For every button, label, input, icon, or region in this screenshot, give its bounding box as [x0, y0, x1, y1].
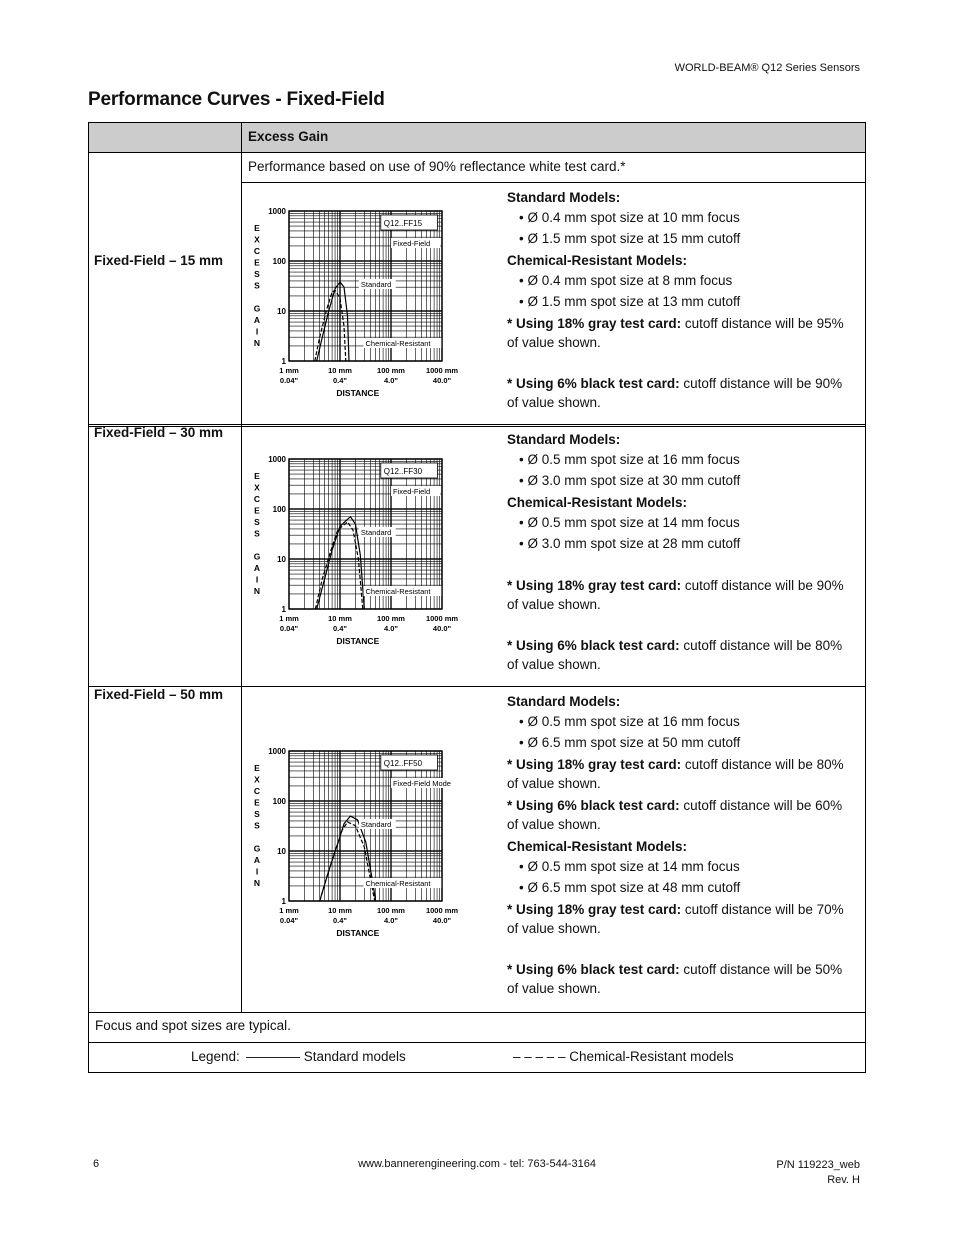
x-tick-label-in: 0.4": [333, 376, 347, 385]
y-axis-letter: X: [254, 234, 260, 245]
standard-curve-label: Standard: [360, 528, 392, 537]
note-top: Performance based on use of 90% reflectance white test card.*: [242, 153, 866, 183]
y-axis-letter: N: [253, 878, 261, 888]
x-tick-label-in: 0.4": [333, 624, 347, 633]
x-tick-label-mm: 1000 mm: [425, 906, 459, 915]
model-label: Q12..FF30: [383, 467, 423, 476]
black-card-text: cutoff distance will be 80% of value shown.: [507, 638, 843, 672]
y-axis-letter: G: [253, 303, 261, 314]
x-tick-label-mm: 100 mm: [377, 366, 405, 375]
bullet: • Ø 6.5 mm spot size at 48 mm cutoff: [519, 880, 741, 895]
x-tick-label-in: 4.0": [384, 376, 398, 385]
legend-standard: ———— Standard models: [246, 1049, 406, 1064]
legend: [89, 1043, 865, 1071]
column-header-excess-gain: Excess Gain: [242, 123, 866, 153]
excess-gain-chart-ff30: [242, 425, 507, 683]
mode-label: Fixed-Field Mode: [393, 779, 451, 788]
x-tick-label-mm: 1 mm: [279, 614, 299, 623]
bullet: • Ø 3.0 mm spot size at 30 mm cutoff: [519, 473, 741, 488]
legend-chemical: – – – – – Chemical-Resistant models: [513, 1049, 734, 1064]
black-card-text: cutoff distance will be 50% of value shown.: [507, 962, 843, 996]
standard-curve: [317, 282, 349, 361]
gray-card-text: cutoff distance will be 90% of value shown.: [507, 578, 844, 612]
performance-table-lower: [88, 424, 866, 1073]
y-tick-label: 100: [272, 505, 286, 514]
y-tick-label: 1000: [268, 207, 286, 216]
x-tick-label-in: 4.0": [384, 624, 398, 633]
chem-heading: Chemical-Resistant Models:: [507, 253, 688, 268]
y-axis-letter: A: [253, 855, 261, 865]
y-axis-letter: S: [254, 820, 260, 831]
y-tick-label: 10: [277, 555, 286, 564]
y-tick-label: 1000: [268, 455, 286, 464]
bullet: • Ø 0.5 mm spot size at 14 mm focus: [519, 859, 740, 874]
gray-card-text: cutoff distance will be 70% of value shown.: [507, 902, 844, 936]
y-axis-letter: E: [254, 505, 260, 516]
y-tick-label: 1: [281, 357, 286, 366]
y-axis-letter: G: [253, 843, 261, 854]
y-axis-letter: A: [253, 563, 261, 573]
y-axis-letter: S: [254, 517, 260, 527]
black-card-text: cutoff distance will be 90% of value shown.: [507, 376, 843, 410]
performance-table: [88, 122, 866, 427]
y-axis-letter: S: [254, 280, 260, 291]
y-axis-letter: C: [253, 786, 261, 796]
chemical-resistant-curve-label: Chemical-Resistant: [365, 587, 431, 596]
legend-label: Legend:: [191, 1049, 240, 1064]
bullet: • Ø 6.5 mm spot size at 50 mm cutoff: [519, 735, 741, 750]
black-card-label: * Using 6% black test card:: [507, 638, 680, 653]
bullet: • Ø 0.4 mm spot size at 10 mm focus: [519, 210, 740, 225]
x-axis-label: DISTANCE: [336, 388, 380, 398]
x-tick-label-in: 40.0": [432, 376, 452, 385]
x-tick-label-mm: 1 mm: [279, 366, 299, 375]
y-tick-label: 100: [272, 257, 286, 266]
chemical-resistant-curve-label: Chemical-Resistant: [365, 339, 431, 348]
gray-card-text: cutoff distance will be 80% of value shown.: [507, 757, 844, 791]
std-gray-card-note: [507, 755, 853, 793]
x-tick-label-in: 0.04": [279, 624, 299, 633]
y-tick-label: 1: [281, 605, 286, 614]
y-tick-label: 100: [272, 797, 286, 806]
y-axis-letter: I: [255, 574, 259, 585]
gray-card-label: * Using 18% gray test card:: [507, 757, 682, 772]
bullet: • Ø 0.5 mm spot size at 16 mm focus: [519, 714, 740, 729]
gray-card-text: cutoff distance will be 95% of value shown.: [507, 316, 844, 350]
revision: Rev. H: [827, 1174, 860, 1186]
x-tick-label-in: 40.0": [432, 624, 452, 633]
page-title: Performance Curves - Fixed-Field: [88, 89, 385, 110]
bullet: • Ø 1.5 mm spot size at 15 mm cutoff: [519, 231, 741, 246]
y-tick-label: 1: [281, 897, 286, 906]
page-number: 6: [93, 1158, 100, 1170]
footer-contact: www.bannerengineering.com - tel: 763-544-3164: [358, 1158, 596, 1170]
y-axis-letter: I: [255, 866, 259, 877]
mode-label: Fixed-Field: [393, 239, 431, 248]
chemical-resistant-curve-label: Chemical-Resistant: [365, 879, 431, 888]
y-axis-letter: X: [254, 482, 260, 493]
standard-heading: Standard Models:: [507, 432, 621, 447]
bullet: • Ø 0.5 mm spot size at 14 mm focus: [519, 515, 740, 530]
row-label-ff30: Fixed-Field – 30 mm: [89, 425, 242, 687]
chem-heading: Chemical-Resistant Models:: [507, 839, 688, 854]
gray-card-label: * Using 18% gray test card:: [507, 578, 682, 593]
gray-card-label: * Using 18% gray test card:: [507, 316, 682, 331]
y-axis-letter: S: [254, 269, 260, 279]
black-card-text: cutoff distance will be 60% of value shown.: [507, 798, 843, 832]
chem-heading: Chemical-Resistant Models:: [507, 495, 688, 510]
x-tick-label-in: 0.4": [333, 916, 347, 925]
standard-heading: Standard Models:: [507, 694, 621, 709]
gray-card-label: * Using 18% gray test card:: [507, 902, 682, 917]
black-card-label: * Using 6% black test card:: [507, 962, 680, 977]
bullet: • Ø 0.4 mm spot size at 8 mm focus: [519, 273, 733, 288]
model-label: Q12..FF15: [383, 219, 423, 228]
black-card-label: * Using 6% black test card:: [507, 376, 680, 391]
x-tick-label-mm: 1000 mm: [425, 366, 459, 375]
footer-part: [776, 1158, 860, 1188]
x-axis-label: DISTANCE: [336, 928, 380, 938]
x-tick-label-mm: 10 mm: [328, 366, 352, 375]
y-axis-letter: X: [254, 774, 260, 785]
gray-card-note: [507, 900, 853, 938]
standard-curve-label: Standard: [360, 280, 392, 289]
y-tick-label: 10: [277, 307, 286, 316]
y-tick-label: 10: [277, 847, 286, 856]
bullet: • Ø 1.5 mm spot size at 13 mm cutoff: [519, 294, 741, 309]
y-axis-letter: S: [254, 809, 260, 819]
note-bottom: Focus and spot sizes are typical.: [89, 1013, 866, 1043]
x-tick-label-in: 0.04": [279, 376, 299, 385]
chemical-resistant-curve: [320, 822, 375, 901]
row-label-ff15: Fixed-Field – 15 mm: [89, 153, 242, 427]
bullet: • Ø 3.0 mm spot size at 28 mm cutoff: [519, 536, 741, 551]
mode-label: Fixed-Field: [393, 487, 431, 496]
x-tick-label-mm: 1000 mm: [425, 614, 459, 623]
y-axis-letter: C: [253, 494, 261, 504]
part-number: P/N 119223_web: [776, 1159, 860, 1171]
model-label: Q12..FF50: [383, 759, 423, 768]
y-axis-letter: C: [253, 246, 261, 256]
gray-card-note: [507, 314, 853, 352]
y-axis-letter: S: [254, 528, 260, 539]
y-axis-letter: N: [253, 586, 261, 596]
header-empty-cell: [89, 123, 242, 153]
y-axis-letter: G: [253, 551, 261, 562]
y-axis-letter: E: [254, 257, 260, 268]
y-axis-letter: E: [254, 223, 260, 233]
x-tick-label-mm: 10 mm: [328, 614, 352, 623]
x-tick-label-in: 0.04": [279, 916, 299, 925]
x-tick-label-mm: 100 mm: [377, 614, 405, 623]
row-label-ff50: Fixed-Field – 50 mm: [89, 687, 242, 1013]
x-tick-label-mm: 10 mm: [328, 906, 352, 915]
info-ff30: [507, 425, 865, 686]
black-card-note: [507, 374, 853, 412]
info-ff15: [507, 183, 865, 426]
x-axis-label: DISTANCE: [336, 636, 380, 646]
gray-card-note: [507, 576, 853, 614]
y-axis-letter: N: [253, 338, 261, 348]
x-tick-label-mm: 100 mm: [377, 906, 405, 915]
x-tick-label-in: 40.0": [432, 916, 452, 925]
black-card-note: [507, 960, 853, 998]
y-tick-label: 1000: [268, 747, 286, 756]
bullet: • Ø 0.5 mm spot size at 16 mm focus: [519, 452, 740, 467]
black-card-note: [507, 636, 853, 674]
x-tick-label-in: 4.0": [384, 916, 398, 925]
y-axis-letter: E: [254, 471, 260, 481]
x-tick-label-mm: 1 mm: [279, 906, 299, 915]
standard-curve-label: Standard: [360, 820, 392, 829]
black-card-label: * Using 6% black test card:: [507, 798, 680, 813]
standard-heading: Standard Models:: [507, 190, 621, 205]
document-title-header: WORLD-BEAM® Q12 Series Sensors: [674, 62, 860, 74]
info-ff50: [507, 687, 865, 1012]
y-axis-letter: I: [255, 326, 259, 337]
excess-gain-chart-ff15: [242, 183, 507, 423]
std-black-card-note: [507, 796, 853, 834]
y-axis-letter: E: [254, 763, 260, 773]
y-axis-letter: E: [254, 797, 260, 808]
y-axis-letter: A: [253, 315, 261, 325]
excess-gain-chart-ff50: [242, 687, 507, 1009]
